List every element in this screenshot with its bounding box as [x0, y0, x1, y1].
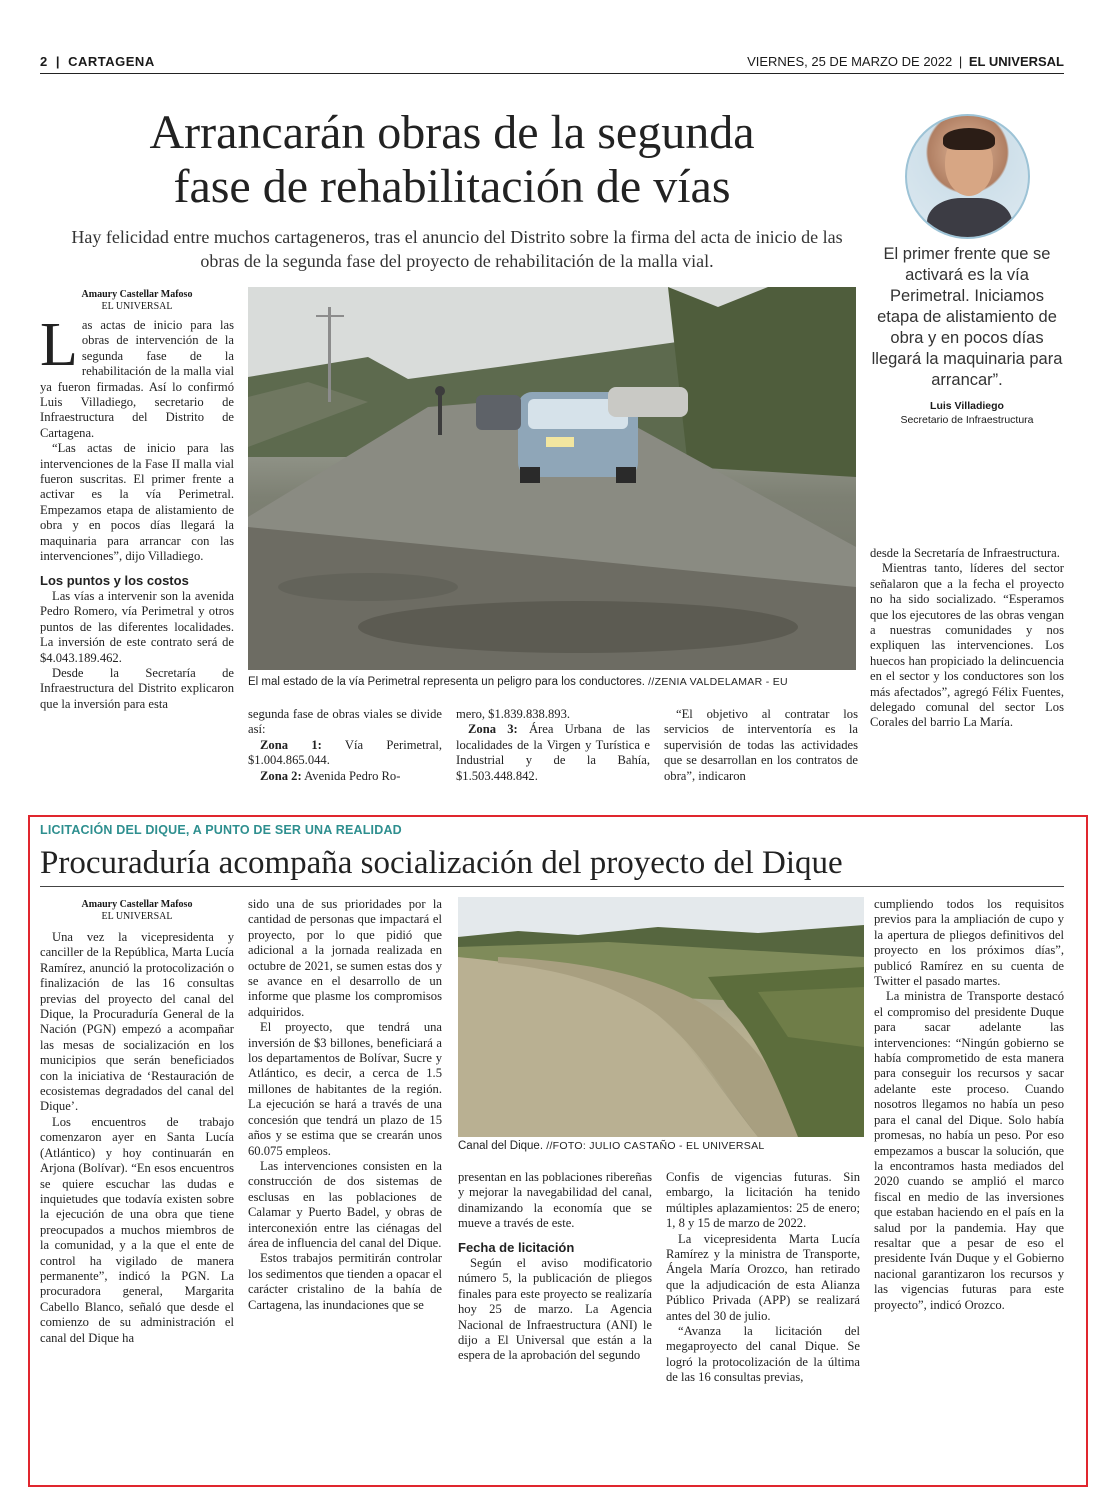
article2-byline	[40, 899, 234, 923]
pull-quote-role: Secretario de Infraestructura	[900, 414, 1034, 426]
dropcap: L	[40, 311, 78, 379]
byline-org: EL UNIVERSAL	[101, 911, 173, 922]
article1-paragraph: “Las actas de inicio para las intervenciones de la Fase II malla vial fueron suscritas. El primer frente a activar es la vía Perimetral. Empezamos etapa de alistamiento de obra y en pocos días llegará la maquinaria para arrancar con las intervenciones”, dijo Villadiego.	[40, 441, 234, 564]
article2-column-3	[458, 1170, 652, 1364]
article1-paragraph: Mientras tanto, líderes del sector señalaron que a la fecha el proyecto no ha sido socializado. “Esperamos que los ejecutores de las obras vengan a nuestras comunidades y nos expliquen las intervenciones. Los huecos han propiciado la delincuencia en el sector y los conductores son los más afectados”, agregó Félix Fuentes, delegado comunal del sector Los Corales del barrio La María.	[870, 561, 1064, 730]
article1-column-2	[248, 707, 442, 784]
article1-paragraph: desde la Secretaría de Infraestructura.	[870, 546, 1060, 560]
page-header	[40, 52, 1064, 74]
article1-column-5	[870, 546, 1064, 731]
article1-column-1	[40, 311, 234, 712]
article1-paragraph: Las vías a intervenir son la avenida Pedro Romero, vía Perimetral y otros puntos de las diferentes localidades. La inversión de este contrato será de $4.043.189.462.	[40, 588, 234, 665]
article2-paragraph: Según el aviso modificatorio número 5, la publicación de pliegos finales para este proyecto se realizaría hoy 25 de marzo. La Agencia Nacional de Infraestructura (ANI) le dijo a El Universal que están a la espera de la aprobación del segundo	[458, 1256, 652, 1363]
article2-paragraph: presentan en las poblaciones ribereñas y mejorar la navegabilidad del canal, dinamizando la economía que se mueve a través de este.	[458, 1170, 652, 1231]
pull-quote-name: Luis Villadiego	[930, 400, 1004, 412]
article2-headline: Procuraduría acompaña socialización del proyecto del Dique	[40, 845, 843, 881]
byline-name: Amaury Castellar Mafoso	[81, 899, 193, 910]
pull-quote: El primer frente que se activará es la vía Perimetral. Iniciamos etapa de alistamiento de obra y en pocos días llegará la maquinaria para arrancar”.	[871, 245, 1063, 389]
byline-name: Amaury Castellar Mafoso	[81, 289, 193, 300]
article2-paragraph: Estos trabajos permitirán controlar los sedimentos que tienden a opacar el carácter cristalino de la bahía de Cartagena, las inundaciones que se	[248, 1251, 442, 1312]
page-section-label: 2 | CARTAGENA	[40, 54, 155, 69]
road-photo-caption	[248, 676, 856, 688]
canal-photo-caption	[458, 1140, 864, 1152]
article2-paragraph: Las intervenciones consisten en la construcción de dos sistemas de esclusas en las poblaciones de Calamar y Puerto Badel, y obras de interconexión entre las ciénagas del área de influencia del canal del Dique.	[248, 1158, 442, 1250]
article2-paragraph: Los encuentros de trabajo comenzaron ayer en Santa Lucía (Atlántico) y hoy continuarán en Arjona (Bolívar). “En esos encuentros se quiere escuchar las dudas e inquietudes que todavía existen sobre la ejecución de una obra que tiene preocupados a muchos miembros de la comunidad, y a la que el ente de control ha vigilado de manera permanente”, indicó la PGN. La procuradora general, Margarita Cabello Blanco, señaló que desde el comienzo de su administración el canal del Dique ha	[40, 1114, 234, 1345]
article2-paragraph: cumpliendo todos los requisitos previos para la ampliación de cupo y la apertura de pliegos definitivos del proyecto en los próximos días”, publicó Ramírez en su cuenta de Twitter el pasado martes.	[874, 897, 1064, 989]
article1-headline-line1: Arrancarán obras de la segunda	[149, 106, 755, 159]
article2-paragraph: Una vez la vicepresidenta y canciller de la República, Marta Lucía Ramírez, anunció la protocolización o finalización de las 16 consultas previas del proyecto del canal del Dique, la Procuraduría General de la Nación (PGN) empezó a acompañar las mesas de socialización en los municipios que serán beneficiados con la iniciativa de ‘Restauración de ecosistemas degradados del canal del Dique’.	[40, 930, 234, 1114]
caption-credit: //FOTO: JULIO CASTAÑO - EL UNIVERSAL	[546, 1140, 765, 1152]
article1-headline	[40, 106, 864, 214]
article2-paragraph: El proyecto, que tendrá una inversión de $3 billones, beneficiará a los departamentos de Bolívar, Sucre y Atlántico, es decir, a cerca de 1.5 millones de habitantes de la región. La ejecución se hará a través de una concesión que tendrá un plazo de 15 años y se estima que se crearán unos 60.075 empleos.	[248, 1020, 442, 1158]
zona3-label: Zona 3:	[468, 722, 518, 737]
article2-paragraph: La ministra de Transporte destacó el compromiso del presidente Duque para sacar adelante las intervenciones: “Ningún gobierno se había comprometido de esta manera para conseguir los recursos y sacar adelante este proceso. Cuando nosotros llegamos no había un peso para el canal del Dique. Solo había promesas, no había un peso. Por eso empezamos a buscar la solución, que la encontramos hasta mediados del 2020 cuando se amplió el marco fiscal en medio de las inversiones que estaban haciendo en el país en la salud por la pandemia. Hay que resaltar que a pesar de eso el presidente Iván Duque y el Gobierno nacional garantizaron los recursos y las vigencias futuras para este proyecto”, indicó Orozco.	[874, 989, 1064, 1312]
article2-column-1	[40, 930, 234, 1346]
article2-paragraph: “Avanza la licitación del megaproyecto del canal Dique. Se logró la protocolización de la última de las 16 consultas previas,	[666, 1324, 860, 1385]
caption-text: El mal estado de la vía Perimetral representa un peligro para los conductores.	[248, 676, 645, 688]
article1-column-3	[456, 707, 650, 784]
canal-photo	[458, 897, 864, 1137]
article2-paragraph: sido una de sus prioridades por la cantidad de personas que impactará el proyecto, por lo que pidió que adicional a la jornada realizada en octubre de 2021, se sumen estas dos y se avance en el desarrollo de un informe que plasme los compromisos adquiridos.	[248, 897, 442, 1019]
caption-credit: //ZENIA VALDELAMAR - EU	[648, 676, 788, 688]
zona2-text: Avenida Pedro Ro-	[304, 768, 401, 783]
zona3-text: Área Urbana de las localidades de la Virgen y Turística e Industrial y de la Bahía, $1.503.448.842.	[456, 722, 650, 783]
byline-org: EL UNIVERSAL	[101, 301, 173, 312]
page-date: VIERNES, 25 DE MARZO DE 2022	[747, 54, 953, 69]
page-number: 2	[40, 54, 48, 69]
article2-rule	[40, 886, 1064, 887]
section-name: CARTAGENA	[68, 54, 155, 69]
zona1-label: Zona 1:	[260, 737, 322, 752]
zona1-text: Vía Perimetral, $1.004.865.044.	[248, 737, 443, 768]
article1-paragraph: segunda fase de obras viales se divide así:	[248, 707, 442, 737]
article1-subheading: Los puntos y los costos	[40, 572, 189, 588]
paper-name: EL UNIVERSAL	[968, 54, 1064, 69]
article2-paragraph: Confis de vigencias futuras. Sin embargo, la licitación ha tenido múltiples aplazamientos: 25 de enero; 1, 8 y 15 de marzo de 2022.	[666, 1170, 860, 1231]
article1-subhead: Hay felicidad entre muchos cartageneros, tras el anuncio del Distrito sobre la firma del acta de inicio de las obras de la segunda fase del proyecto de rehabilitación de la malla vial.	[71, 227, 843, 271]
article2-column-4	[666, 1170, 860, 1386]
caption-text: Canal del Dique.	[458, 1140, 544, 1152]
article1-paragraph: mero, $1.839.838.893.	[456, 707, 571, 721]
article2-column-5	[874, 897, 1064, 1313]
zona2-label: Zona 2:	[260, 768, 302, 783]
road-photo-illustration	[248, 287, 856, 670]
article1-byline	[40, 289, 234, 313]
article1-paragraph: Desde la Secretaría de Infraestructura del Distrito explicaron que la inversión para esta	[40, 665, 234, 711]
article1-column-4	[664, 707, 858, 784]
article2-paragraph: La vicepresidenta Marta Lucía Ramírez y la ministra de Transporte, Ángela María Orozco, han retirado que la adjudicación de esta Alianza Público Privada (APP) se realizará antes del 30 de julio.	[666, 1231, 860, 1323]
road-photo	[248, 287, 856, 670]
article2-kicker: LICITACIÓN DEL DIQUE, A PUNTO DE SER UNA REALIDAD	[40, 823, 402, 837]
article1-paragraph: “El objetivo al contratar los servicios de interventoría es la supervisión de todas las actividades que se desarrollan en los contratos de obra”, indicaron	[664, 707, 858, 783]
article2-column-2	[248, 897, 442, 1313]
page-date-paper: VIERNES, 25 DE MARZO DE 2022 | EL UNIVERSAL	[747, 54, 1064, 69]
canal-photo-illustration	[458, 897, 864, 1137]
article1-headline-line2: fase de rehabilitación de vías	[173, 160, 731, 213]
article1-paragraph: as actas de inicio para las obras de intervención de la segunda fase de la rehabilitación de la malla vial ya fueron firmadas. Así lo confirmó Luis Villadiego, secretario de Infraestructura del Distrito de Cartagena.	[40, 318, 234, 440]
villadiego-portrait	[905, 114, 1030, 239]
article2-subheading: Fecha de licitación	[458, 1239, 575, 1255]
